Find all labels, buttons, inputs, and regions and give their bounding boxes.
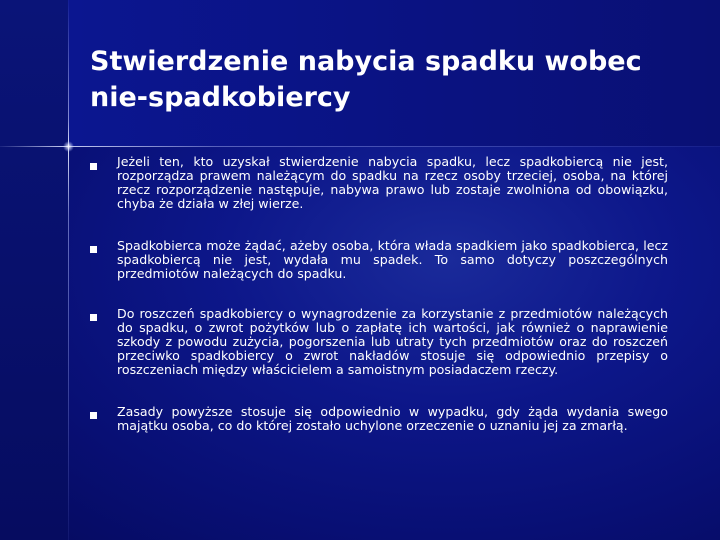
vertical-decor-line <box>68 0 69 540</box>
bullet-item <box>90 307 668 377</box>
bullet-list <box>90 155 668 433</box>
bullet-item <box>90 239 668 281</box>
sparkle-icon <box>63 141 74 152</box>
left-decor-band <box>0 0 68 540</box>
bullet-text: Jeżeli ten, kto uzyskał stwierdzenie nabycia spadku, lecz spadkobiercą nie jest, rozporządza prawem należącym do spadku na rzecz osoby trzeciej, osoba, na której rzecz rozporządzenie następuje, nabywa prawo lub zostaje zwolniona od obowiązku, chyba że działa w złej wierze. <box>117 154 668 211</box>
slide-title: Stwierdzenie nabycia spadku wobec nie-spadkobiercy <box>90 46 642 113</box>
square-bullet-icon <box>90 246 97 253</box>
square-bullet-icon <box>90 163 97 170</box>
horizontal-decor-line <box>0 146 720 147</box>
bullet-text: Zasady powyższe stosuje się odpowiednio w wypadku, gdy żąda wydania swego majątku osoba, co do której zostało uchylone orzeczenie o uznaniu jej za zmarłą. <box>117 404 668 433</box>
bullet-item <box>90 405 668 433</box>
square-bullet-icon <box>90 412 97 419</box>
bullet-item <box>90 155 668 211</box>
bullet-text: Spadkobierca może żądać, ażeby osoba, która włada spadkiem jako spadkobierca, lecz spadkobiercą nie jest, wydała mu spadek. To samo dotyczy poszczególnych przedmiotów należących do spadku. <box>117 238 668 281</box>
square-bullet-icon <box>90 314 97 321</box>
bullet-text: Do roszczeń spadkobiercy o wynagrodzenie za korzystanie z przedmiotów należących do spadku, o zwrot pożytków lub o zapłatę ich wartości, jak również o naprawienie szkody z powodu zużycia, pogorszenia lub utraty tych przedmiotów oraz do roszczeń przeciwko spadkobiercy o zwrot nakładów stosuje się odpowiednio przepisy o roszczeniach między właścicielem a samoistnym posiadaczem rzeczy. <box>117 306 668 377</box>
